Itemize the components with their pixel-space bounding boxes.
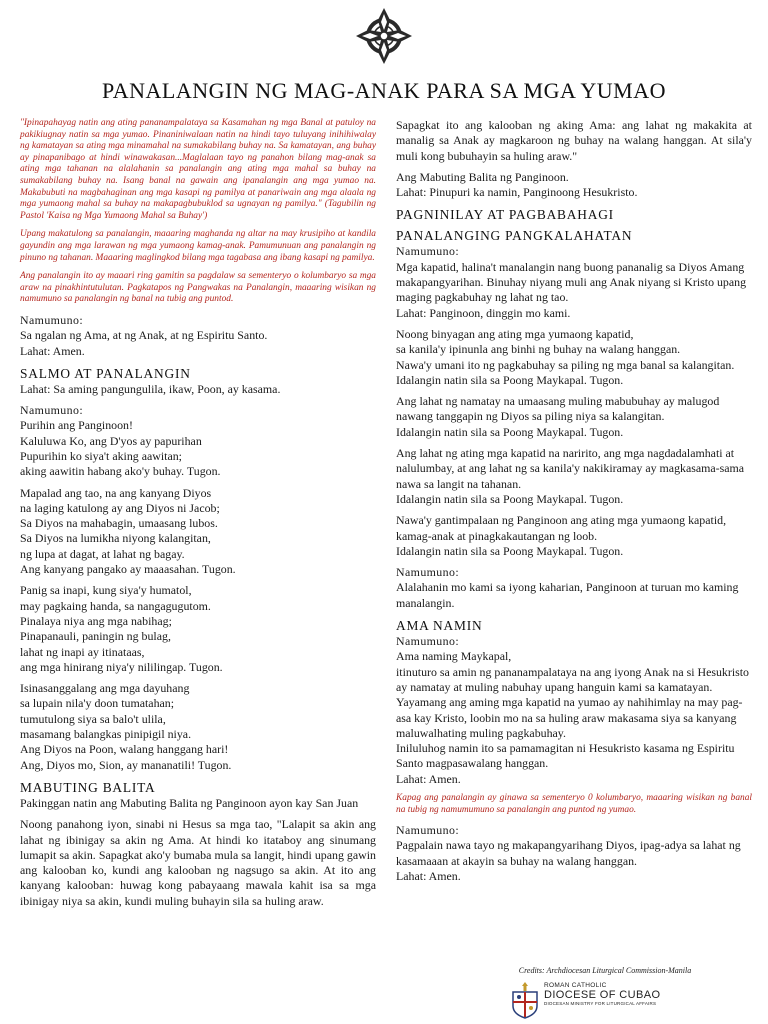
psalm-line: masamang balangkas pinipigil niya. bbox=[20, 727, 192, 742]
intercession-line: Nawa'y umani ito ng pagkabuhay sa piling ng mga banal sa kalangitan. bbox=[396, 357, 735, 372]
section-heading: PAGNINILAY AT PAGBABAHAGI bbox=[396, 207, 614, 223]
intercession-line: Nawa'y gantimpalaan ng Panginoon ang ating mga yumaong kapatid, kamag-anak at pinagkakautangan ng loob. bbox=[396, 513, 727, 543]
psalm-line: tumutulong siya sa balo't ulila, bbox=[20, 711, 166, 726]
intercession-line: Idalangin natin sila sa Poong Maykapal. Tugon. bbox=[396, 372, 624, 387]
intercession-line: Noong binyagan ang ating mga yumaong kapatid, bbox=[396, 326, 634, 341]
psalm-line: ng lupa at dagat, at lahat ng bagay. bbox=[20, 546, 185, 561]
prayer-line: Lahat: Amen. bbox=[396, 869, 461, 884]
psalm-line: Ang, Diyos mo, Sion, ay mananatili! Tugon. bbox=[20, 757, 232, 772]
acclamation-line: Lahat: Pinupuri ka namin, Panginoong Hesukristo. bbox=[396, 185, 638, 200]
prayer-line: Lahat: Amen. bbox=[396, 771, 461, 786]
section-heading: AMA NAMIN bbox=[396, 618, 483, 634]
intercession-line: Idalangin natin sila sa Poong Maykapal. Tugon. bbox=[396, 424, 624, 439]
gospel-text: Noong panahong iyon, sinabi ni Hesus sa mga tao, "Lalapit sa akin ang lahat ng ibinigay sa akin ng Ama. At hindi ko itataboy ang sinumang lumapit sa akin. Sapagkat ako'y bumaba mula sa langit, hindi upang gawin ang kalooban ko, kundi ang kalooban ng nagsugo sa akin. At ito ang kanyang kalooban: huwag kong pabayaang mawala kahit isa sa mga ibinigay niya sa akin, kundi muling buhayin sila sa huling araw. bbox=[20, 817, 376, 908]
intercession bbox=[396, 446, 752, 507]
psalm-line: Mapalad ang tao, na ang kanyang Diyos bbox=[20, 485, 212, 500]
psalm-stanza bbox=[20, 583, 376, 675]
intercession-line: Lahat: Panginoon, dinggin mo kami. bbox=[396, 305, 571, 320]
closing-intercession: Alalahanin mo kami sa iyong kaharian, Panginoon at turuan mo kaming manalangin. bbox=[396, 580, 739, 610]
intercession-intro bbox=[396, 260, 752, 321]
psalm-line: Purihin ang Panginoon! bbox=[20, 418, 133, 433]
psalm-line: Sa Diyos na lumikha niyong kalangitan, bbox=[20, 531, 211, 546]
psalm-line: Kaluluwa Ko, ang D'yos ay papurihan bbox=[20, 433, 202, 448]
section-heading: MABUTING BALITA bbox=[20, 779, 156, 795]
intro-quote: "Ipinapahayag natin ang ating pananampalataya sa Kasamahan ng mga Banal at patuloy na pakikiugnay natin sa mga yumao. Pinaniniwalaan natin na hindi tayo tuluyang inihihiwalay ng kamatayan sa ating mga minamahal na sumakabilang buhay na. Sa kamatayan, ang buhay ay pinapanibago at hindi winawakasan...Maglalaan tayo ng panahon bilang mag-anak sa ating mga tahanan na alalahanin sa panalangin ang ating mga mahal sa buhay na sumakabilang buhay na. Isang banal na gawain ang ipanalangin ang mga yumao na. Makabubuti na magbahaginan ang mga kasapi ng pamilya at panariwain ang mga alaala ng mga yumaong mahal sa buhay na makapagbubuklod sa ugnayan ng pamilya." (Tagubilin ng Pastol 'Kaisa ng Mga Yumaong Mahal sa Buhay') bbox=[20, 118, 376, 221]
psalm-line: ang mga hinirang niya'y nililingap. Tugon. bbox=[20, 659, 223, 674]
final-blessing bbox=[396, 838, 752, 884]
celtic-cross-icon bbox=[354, 6, 414, 66]
page-title: PANALANGIN NG MAG-ANAK PARA SA MGA YUMAO bbox=[102, 78, 666, 103]
psalm-line: Sa Diyos na mahabagin, umaasang lubos. bbox=[20, 516, 218, 531]
intro-cemetery-note: Ang panalangin ito ay maaari ring gamitin sa pagdalaw sa sementeryo o kolumbaryo sa mga araw na pinakhintutulutan. Pagkatapos ng Pangwakas na Panalangin, maaaring wisikan ng namumuno sa panalangin ng banal na tubig ang puntod. bbox=[20, 271, 376, 305]
prayer-line: Pagpalain nawa tayo ng makapangyarihang Diyos, ipag-adya sa lahat ng kasamaaan at akayin sa buhay na walang hanggan. bbox=[396, 838, 741, 868]
psalm-line: Ang Diyos na Poon, walang hanggang hari! bbox=[20, 742, 229, 757]
acclamation-line: Ang Mabuting Balita ng Panginoon. bbox=[396, 169, 569, 184]
left-column bbox=[20, 118, 376, 909]
opening-prayer bbox=[20, 328, 376, 359]
psalm-response: Lahat: Sa aming pangungulila, ikaw, Poon, ay kasama. bbox=[20, 381, 281, 396]
namumuno-label: Namumuno: bbox=[396, 565, 460, 580]
gospel-text-continued: Sapagkat ito ang kalooban ng aking Ama: ang lahat ng makakita at manalig sa Anak ay magkaroon ng buhay na walang hanggan. At sila'y muli kong bubuhayin sa huling araw." bbox=[396, 118, 752, 163]
psalm-line: Isinasanggalang ang mga dayuhang bbox=[20, 681, 190, 696]
psalm-stanza bbox=[20, 486, 376, 578]
credits-line: Credits: Archdiocesan Liturgical Commission-Manila bbox=[518, 966, 692, 975]
namumuno-label: Namumuno: bbox=[396, 244, 460, 259]
prayer-line: Yayamang ang aming mga kapatid na yumao ay nahihimlay na may pag-asa kay Kristo, loobin mo na sa huling araw makasama siya sa kanyang maluwalhating muling pagkabuhay. bbox=[396, 695, 743, 740]
intercession-line: sa kanila'y ipinunla ang binhi ng buhay na walang hanggan. bbox=[396, 342, 681, 357]
gospel-intro: Pakinggan natin ang Mabuting Balita ng Panginoon ayon kay San Juan bbox=[20, 795, 359, 810]
prayer-line: Iniluluhog namin ito sa pamamagitan ni Hesukristo kasama ng Espiritu Santo magpasawalang hanggan. bbox=[396, 741, 735, 771]
psalm-line: sa lupain nila'y doon tumatahan; bbox=[20, 696, 175, 711]
intercession-line: Mga kapatid, halina't manalangin nang buong pananalig sa Diyos Amang makapangyarihan. Binuhay niyang muli ang Anak niyang si Kristo upang maging pagkabuhay ng lahat ng tao. bbox=[396, 259, 747, 305]
intercession bbox=[396, 513, 752, 559]
diocese-line-3: DIOCESAN MINISTRY FOR LITURGICAL AFFAIRS bbox=[544, 1001, 657, 1006]
ama-namin-prayer bbox=[396, 649, 752, 787]
section-heading: PANALANGING PANGKALAHATAN bbox=[396, 228, 633, 244]
namumuno-label: Namumuno: bbox=[396, 634, 460, 649]
psalm-line: Pinapanauli, paningin ng bulag, bbox=[20, 629, 171, 644]
intercession-line: Idalangin natin sila sa Poong Maykapal. Tugon. bbox=[396, 543, 624, 558]
prayer-line: Lahat: Amen. bbox=[20, 343, 85, 358]
gospel-acclamation bbox=[396, 170, 752, 201]
prayer-line: Sa ngalan ng Ama, at ng Anak, at ng Espiritu Santo. bbox=[20, 328, 268, 343]
prayer-line: Ama naming Maykapal, bbox=[396, 649, 512, 664]
namumuno-label: Namumuno: bbox=[396, 823, 460, 838]
intro-instructions: Upang makatulong sa panalangin, maaaring maghanda ng altar na may krusipiho at kandila gayundin ang mga larawan ng mga yumaong kamag-anak. Pamumunuan ang panalangin ng pinuno ng tahanan. Maaaring maglingkod bilang mga tagabasa ang ibang kasapi ng pamilya. bbox=[20, 229, 376, 263]
namumuno-label: Namumuno: bbox=[20, 403, 84, 418]
diocese-line-1: ROMAN CATHOLIC bbox=[544, 982, 607, 989]
intercession-line: Ang lahat ng namatay na umaasang muling mabubuhay ay malugod nawang tanggapin ng Diyos sa piling niya sa kalangitan. bbox=[396, 394, 720, 424]
diocese-crest-icon bbox=[508, 980, 542, 1020]
psalm-stanza bbox=[20, 418, 376, 479]
section-heading: SALMO AT PANALANGIN bbox=[20, 365, 191, 381]
psalm-line: Pupurihin ko siya't aking aawitan; bbox=[20, 448, 182, 463]
intercession bbox=[396, 327, 752, 388]
intercession-line: Idalangin natin sila sa Poong Maykapal. Tugon. bbox=[396, 491, 624, 506]
psalm-line: aking aawitin habang ako'y buhay. Tugon. bbox=[20, 464, 221, 479]
psalm-line: lahat ng inapi ay itinataas, bbox=[20, 644, 145, 659]
right-column bbox=[396, 118, 752, 884]
psalm-line: Panig sa inapi, kung siya'y humatol, bbox=[20, 583, 192, 598]
intercession bbox=[396, 394, 752, 440]
psalm-line: may pagkaing handa, sa nangagugutom. bbox=[20, 598, 211, 613]
prayer-line: itinuturo sa amin ng pananampalataya na ang iyong Anak na si Hesukristo ay namatay at muling nabuhay upang hanguin kami sa kamatayan. bbox=[396, 664, 750, 694]
diocese-line-2: DIOCESE OF CUBAO bbox=[544, 989, 661, 1001]
psalm-line: Pinalaya niya ang mga nabihag; bbox=[20, 613, 172, 628]
psalm-stanza bbox=[20, 681, 376, 773]
namumuno-label: Namumuno: bbox=[20, 312, 84, 327]
intercession-line: Ang lahat ng ating mga kapatid na naririto, ang mga nagdadalamhati at nalulumbay, at ang lahat ng sa kanila'y nakikiramay ay magkasama-sama nawa sa langit na tahanan. bbox=[396, 446, 745, 491]
cemetery-rubric: Kapag ang panalangin ay ginawa sa sementeryo 0 kolumbaryo, maaaring wisikan ng banal na tubig ng namumumuno sa panalangin ang puntod ng yumao. bbox=[396, 792, 752, 815]
psalm-line: Ang kanyang pangako ay maaasahan. Tugon. bbox=[20, 562, 236, 577]
diocese-name bbox=[544, 982, 660, 1007]
psalm-line: na laging katulong ay ang Diyos ni Jacob; bbox=[20, 500, 220, 515]
